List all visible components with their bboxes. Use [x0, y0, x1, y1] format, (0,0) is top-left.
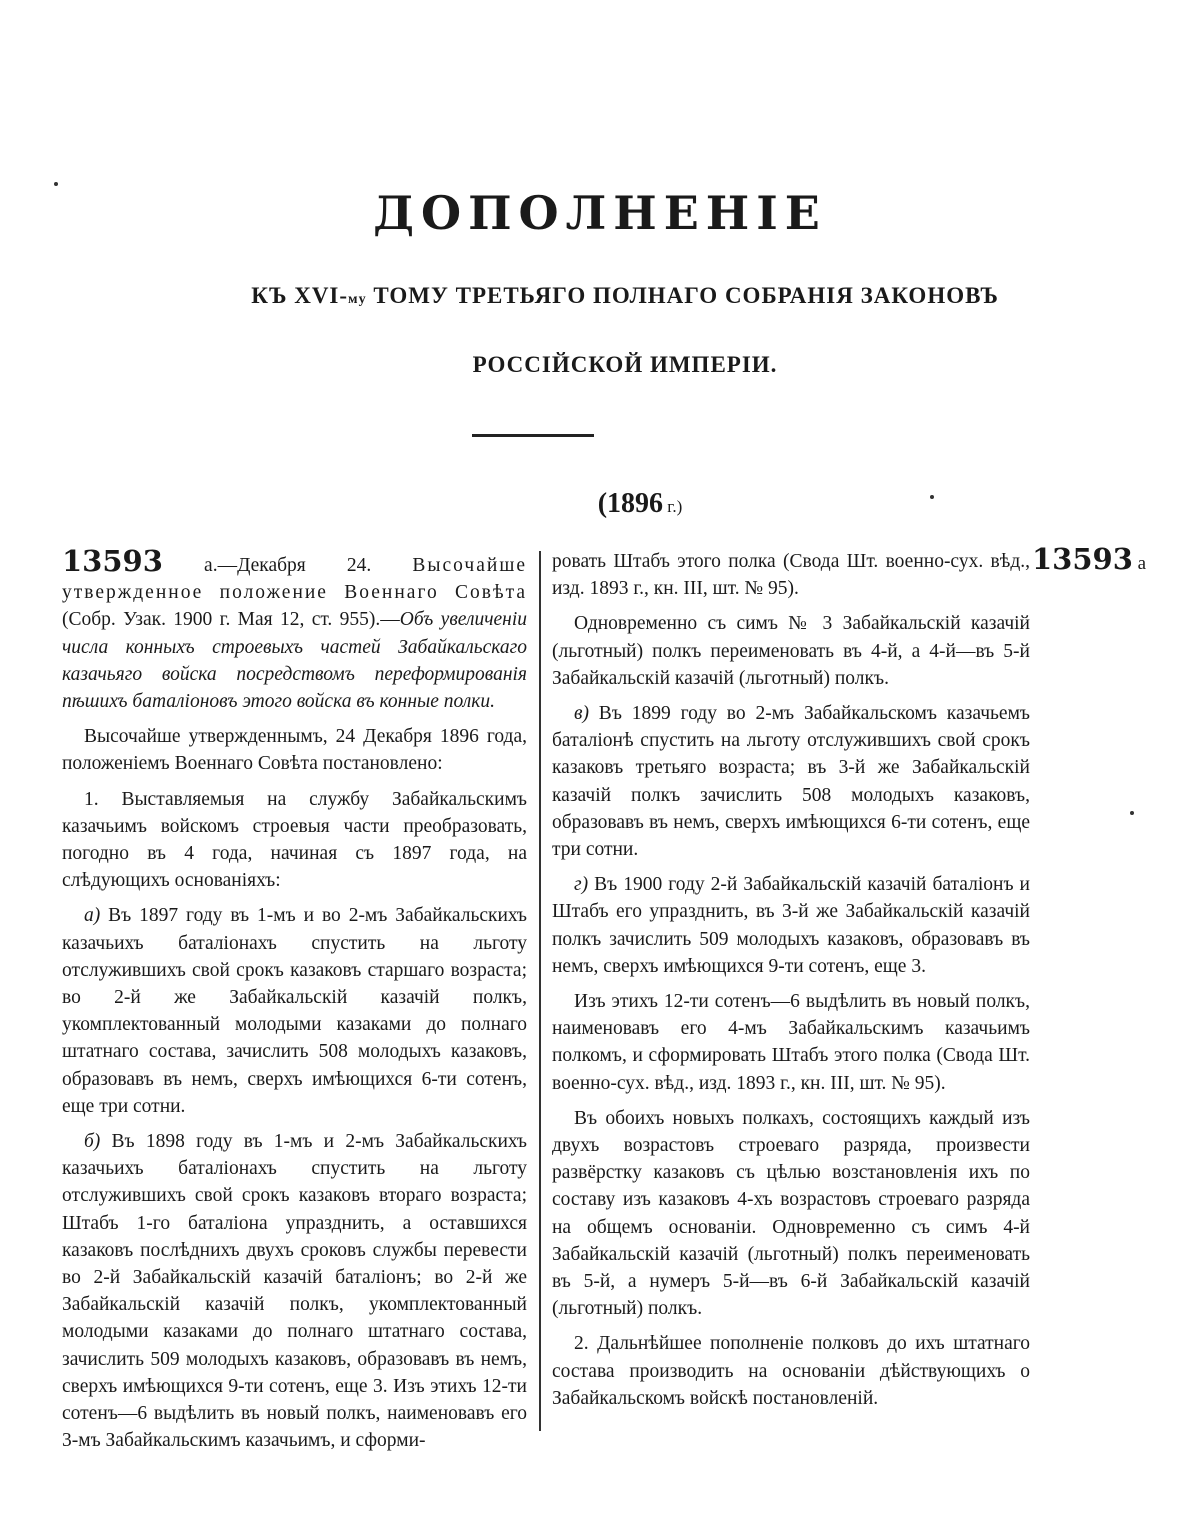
- item-a-text: Въ 1897 году въ 1-мъ и во 2-мъ Забайкальскихъ казачьихъ баталіонахъ спустить на льготу отслужившихъ свой срокъ казаковъ старшаго возраста; во 2-й же Забайкальскій казачій полкъ, укомплектованный молодыми казаками до полнаго штатнаго состава, зачислить 508 молодыхъ казаковъ, образовавъ въ немъ, сверхъ имѣющихся 6-ти сотенъ, еще три сотни.: [62, 905, 527, 1117]
- paragraph-distribution: Въ обоихъ новыхъ полкахъ, состоящихъ каждый изъ двухъ возрастовъ строеваго разряда, произвести развёрстку казаковъ съ цѣлью возстановленія ихъ по составу изъ казаковъ 4-хъ возрастовъ строеваго разряда на общемъ основаніи. Одновременно съ симъ 4-й Забайкальскій казачій (льготный) полкъ переименовать въ 5-й, а нумеръ 5-й—въ 6-й Забайкальскій казачій (льготный) полкъ.: [552, 1107, 1030, 1320]
- margin-suffix: а: [1132, 553, 1147, 574]
- margin-law-number: [1032, 542, 1146, 576]
- law-type: Высочайше утвержденное положение Военнаго Совѣта: [62, 555, 527, 604]
- subtitle-part-b: ТОМУ ТРЕТЬЯГО ПОЛНАГО СОБРАНІЯ ЗАКОНОВЪ: [366, 283, 999, 308]
- item-g-text: Въ 1900 году 2-й Забайкальскій казачій баталіонъ и Штабъ его упразднить, въ 3-й же Забайкальскій казачій полкъ зачислить 509 молодыхъ казаковъ, образовавъ въ немъ, сверхъ имѣющихся 9-ти сотенъ, еще 3.: [552, 874, 1030, 977]
- paragraph-renaming: Одновременно съ симъ № 3 Забайкальскій казачій (льготный) полкъ переименовать въ 4-й, а 4-й—въ 5-й Забайкальскій казачій (льготный) полкъ.: [552, 613, 1030, 689]
- title-divider-rule: [472, 434, 594, 437]
- paragraph-point-1: 1. Выставляемыя на службу Забайкальскимъ казачьимъ войскомъ строевыя части преобразовать, погодно въ 4 года, начиная съ 1897 года, на слѣдующихъ основаніяхъ:: [62, 788, 527, 892]
- item-v-text: Въ 1899 году во 2-мъ Забайкальскомъ казачьемъ баталіонѣ спустить на льготу отслужившихъ свой срокъ казаковъ третьяго возраста; въ 3-й же Забайкальскій казачій полкъ зачислить 508 молодыхъ казаковъ, образовавъ въ немъ, сверхъ имѣющихся 6-ти сотенъ, еще три сотни.: [552, 703, 1030, 861]
- year-number: (1896: [597, 488, 664, 519]
- law-number: 13593: [62, 544, 163, 578]
- ink-speck: [930, 495, 934, 499]
- law-date: а.—Декабря 24.: [162, 555, 413, 576]
- document-subtitle-line1: [0, 283, 1200, 309]
- law-intro: [62, 544, 527, 715]
- paragraph-point-2: 2. Дальнѣйшее пополненіе полковъ до ихъ штатнаго состава производить на основаніи дѣйствующихъ о Забайкальскомъ войскѣ постановленій.: [552, 1333, 1030, 1409]
- right-column: [552, 548, 1030, 1420]
- year-suffix: г.): [663, 497, 683, 516]
- column-divider: [539, 551, 541, 1431]
- subtitle-part-small: му: [348, 292, 367, 307]
- item-g-label: г): [574, 874, 589, 896]
- paragraph-preamble: Высочайше утвержденнымъ, 24 Декабря 1896 года, положеніемъ Военнаго Совѣта постановлено:: [62, 726, 527, 775]
- document-title: ДОПОЛНЕНІЕ: [373, 186, 827, 240]
- paragraph-new-regiment: Изъ этихъ 12-ти сотенъ—6 выдѣлить въ новый полкъ, наименовавъ его 4-мъ Забайкальскимъ казачьимъ полкомъ, и сформировать Штабъ этого полка (Свода Шт. военно-сух. вѣд., изд. 1893 г., кн. III, шт. № 95).: [552, 991, 1030, 1094]
- ink-speck: [54, 182, 58, 186]
- item-a-label: а): [84, 905, 101, 927]
- paragraph-item-b: [62, 1128, 527, 1454]
- item-b-label: б): [84, 1131, 101, 1153]
- ink-speck: [1130, 811, 1134, 815]
- law-summary: Объ увеличеніи числа конныхъ строевыхъ частей Забайкальскаго казачьяго войска посредствомъ переформированія пѣшихъ баталіоновъ этого войска въ конные полки.: [62, 609, 527, 713]
- paragraph-continuation: ровать Штабъ этого полка (Свода Шт. военно-сух. вѣд., изд. 1893 г., кн. III, шт. № 95).: [552, 551, 1030, 600]
- left-column: [62, 544, 527, 1463]
- paragraph-item-g: [552, 871, 1030, 980]
- year-heading: [0, 488, 1200, 520]
- subtitle-part-a: КЪ XVI-: [251, 283, 349, 308]
- document-subtitle-line2: РОССІЙСКОЙ ИМПЕРІИ.: [472, 352, 778, 377]
- law-reference: (Собр. Узак. 1900 г. Мая 12, ст. 955).—: [62, 609, 400, 631]
- paragraph-item-a: [62, 902, 527, 1120]
- paragraph-item-v: [552, 700, 1030, 863]
- item-v-label: в): [574, 703, 589, 725]
- item-b-text: Въ 1898 году въ 1-мъ и 2-мъ Забайкальскихъ казачьихъ баталіонахъ спустить на льготу отслужившихъ свой срокъ казаковъ втораго возраста; Штабъ 1-го баталіона упразднить, а оставшихся казаковъ послѣднихъ двухъ сроковъ службы перевести во 2-й Забайкальскій казачій баталіонъ; во 2-й же Забайкальскій казачій полкъ, укомплектованный молодыми казаками до полнаго штатнаго состава, зачислить 509 молодыхъ казаковъ, образовавъ въ немъ, сверхъ имѣющихся 9-ти сотенъ, еще 3. Изъ этихъ 12-ти сотенъ—6 выдѣлить въ новый полкъ, наименовавъ его 3-мъ Забайкальскимъ казачьимъ, и сформи-: [62, 1131, 527, 1452]
- margin-number: 13593: [1032, 542, 1133, 576]
